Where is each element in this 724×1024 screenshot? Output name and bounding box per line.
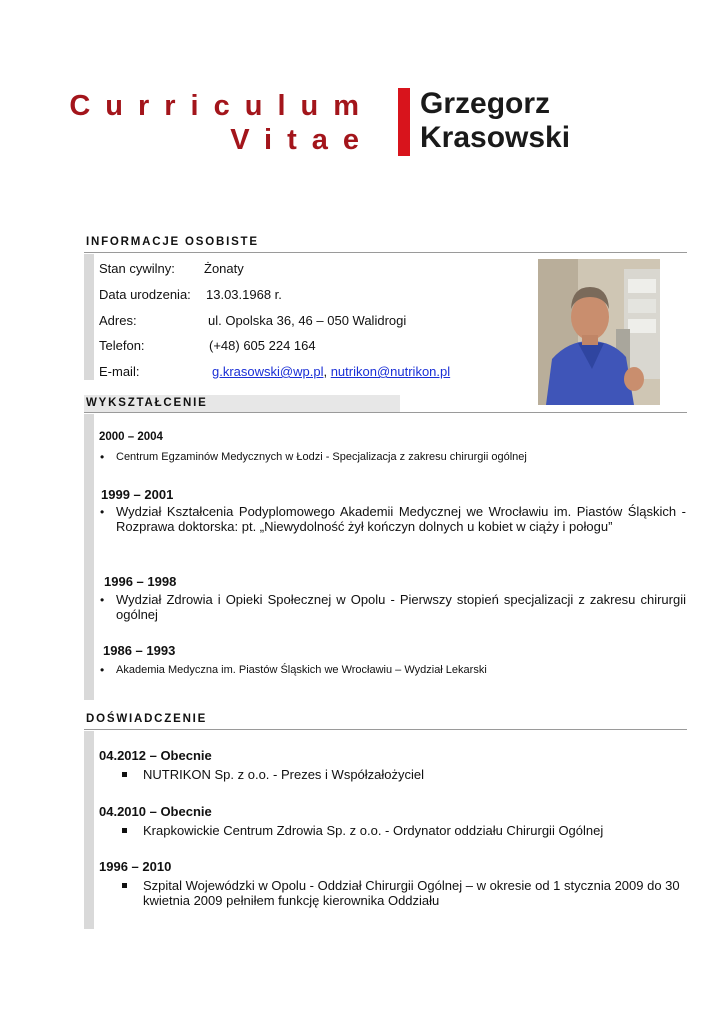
- bullet-icon: •: [100, 593, 105, 607]
- phone-value: (+48) 605 224 164: [209, 338, 316, 353]
- email-separator: ,: [323, 364, 328, 379]
- cv-title-line1: Curriculum: [69, 90, 374, 122]
- section-rule-experience: [84, 729, 687, 730]
- education-text-1: Centrum Egzaminów Medycznych w Łodzi - Specjalizacja z zakresu chirurgii ogólnej: [116, 451, 527, 463]
- marital-label: Stan cywilny:: [99, 261, 175, 276]
- experience-dates-2: 04.2010 – Obecnie: [99, 804, 212, 819]
- phone-label: Telefon:: [99, 338, 145, 353]
- section-side-bar-experience: [84, 731, 94, 929]
- birth-label: Data urodzenia:: [99, 287, 191, 302]
- education-dates-1: 2000 – 2004: [99, 431, 163, 443]
- experience-dates-3: 1996 – 2010: [99, 859, 172, 874]
- first-name: Grzegorz: [420, 87, 551, 120]
- square-bullet-icon: [122, 883, 127, 888]
- section-heading-education-text: WYKSZTAŁCENIE: [86, 397, 208, 409]
- education-text-3: Wydział Zdrowia i Opieki Społecznej w Opolu - Pierwszy stopień specjalizacji z zakresu chirurgii ogólnej: [116, 592, 686, 622]
- education-text-2: Wydział Kształcenia Podyplomowego Akademii Medycznej we Wrocławiu im. Piastów Śląskich - Rozprawa doktorska: pt. „Niewydolność żył kończyn dolnych u kobiet w ciąży i połogu”: [116, 504, 686, 534]
- bullet-icon: •: [100, 450, 105, 464]
- section-side-bar-personal: [84, 254, 94, 380]
- square-bullet-icon: [122, 828, 127, 833]
- email-label: E-mail:: [99, 364, 140, 379]
- section-rule-personal: [84, 252, 687, 253]
- address-value: ul. Opolska 36, 46 – 050 Walidrogi: [208, 313, 407, 328]
- education-text-4: Akademia Medyczna im. Piastów Śląskich we Wrocławiu – Wydział Lekarski: [116, 664, 487, 676]
- section-heading-personal: INFORMACJE OSOBISTE: [86, 236, 259, 248]
- address-label: Adres:: [99, 313, 137, 328]
- education-dates-3: 1996 – 1998: [104, 574, 177, 589]
- experience-text-1: NUTRIKON Sp. z o.o. - Prezes i Współzałożyciel: [143, 767, 425, 782]
- header-accent-bar: [398, 88, 410, 156]
- experience-text-2: Krapkowickie Centrum Zdrowia Sp. z o.o. - Ordynator oddziału Chirurgii Ogólnej: [143, 823, 604, 838]
- education-dates-2: 1999 – 2001: [101, 487, 174, 502]
- section-side-bar-education: [84, 414, 94, 700]
- bullet-icon: •: [100, 505, 105, 519]
- education-dates-4: 1986 – 1993: [103, 643, 176, 658]
- portrait-photo: [538, 259, 660, 405]
- section-heading-experience: DOŚWIADCZENIE: [86, 713, 208, 725]
- marital-value: Żonaty: [204, 261, 244, 276]
- bullet-icon: •: [100, 663, 105, 677]
- last-name: Krasowski: [420, 121, 571, 154]
- email-values: [212, 364, 450, 379]
- experience-dates-1: 04.2012 – Obecnie: [99, 748, 212, 763]
- birth-value: 13.03.1968 r.: [206, 287, 282, 302]
- experience-text-3: Szpital Wojewódzki w Opolu - Oddział Chirurgii Ogólnej – w okresie od 1 stycznia 2009 do 30 kwietnia 2009 pełniłem funkcję kierownika Oddziału: [143, 878, 680, 908]
- email-link-1[interactable]: g.krasowski@wp.pl: [212, 364, 324, 379]
- square-bullet-icon: [122, 772, 127, 777]
- section-rule-education: [84, 412, 687, 413]
- email-link-2[interactable]: nutrikon@nutrikon.pl: [330, 364, 451, 379]
- cv-title-line2: Vitae: [230, 124, 374, 156]
